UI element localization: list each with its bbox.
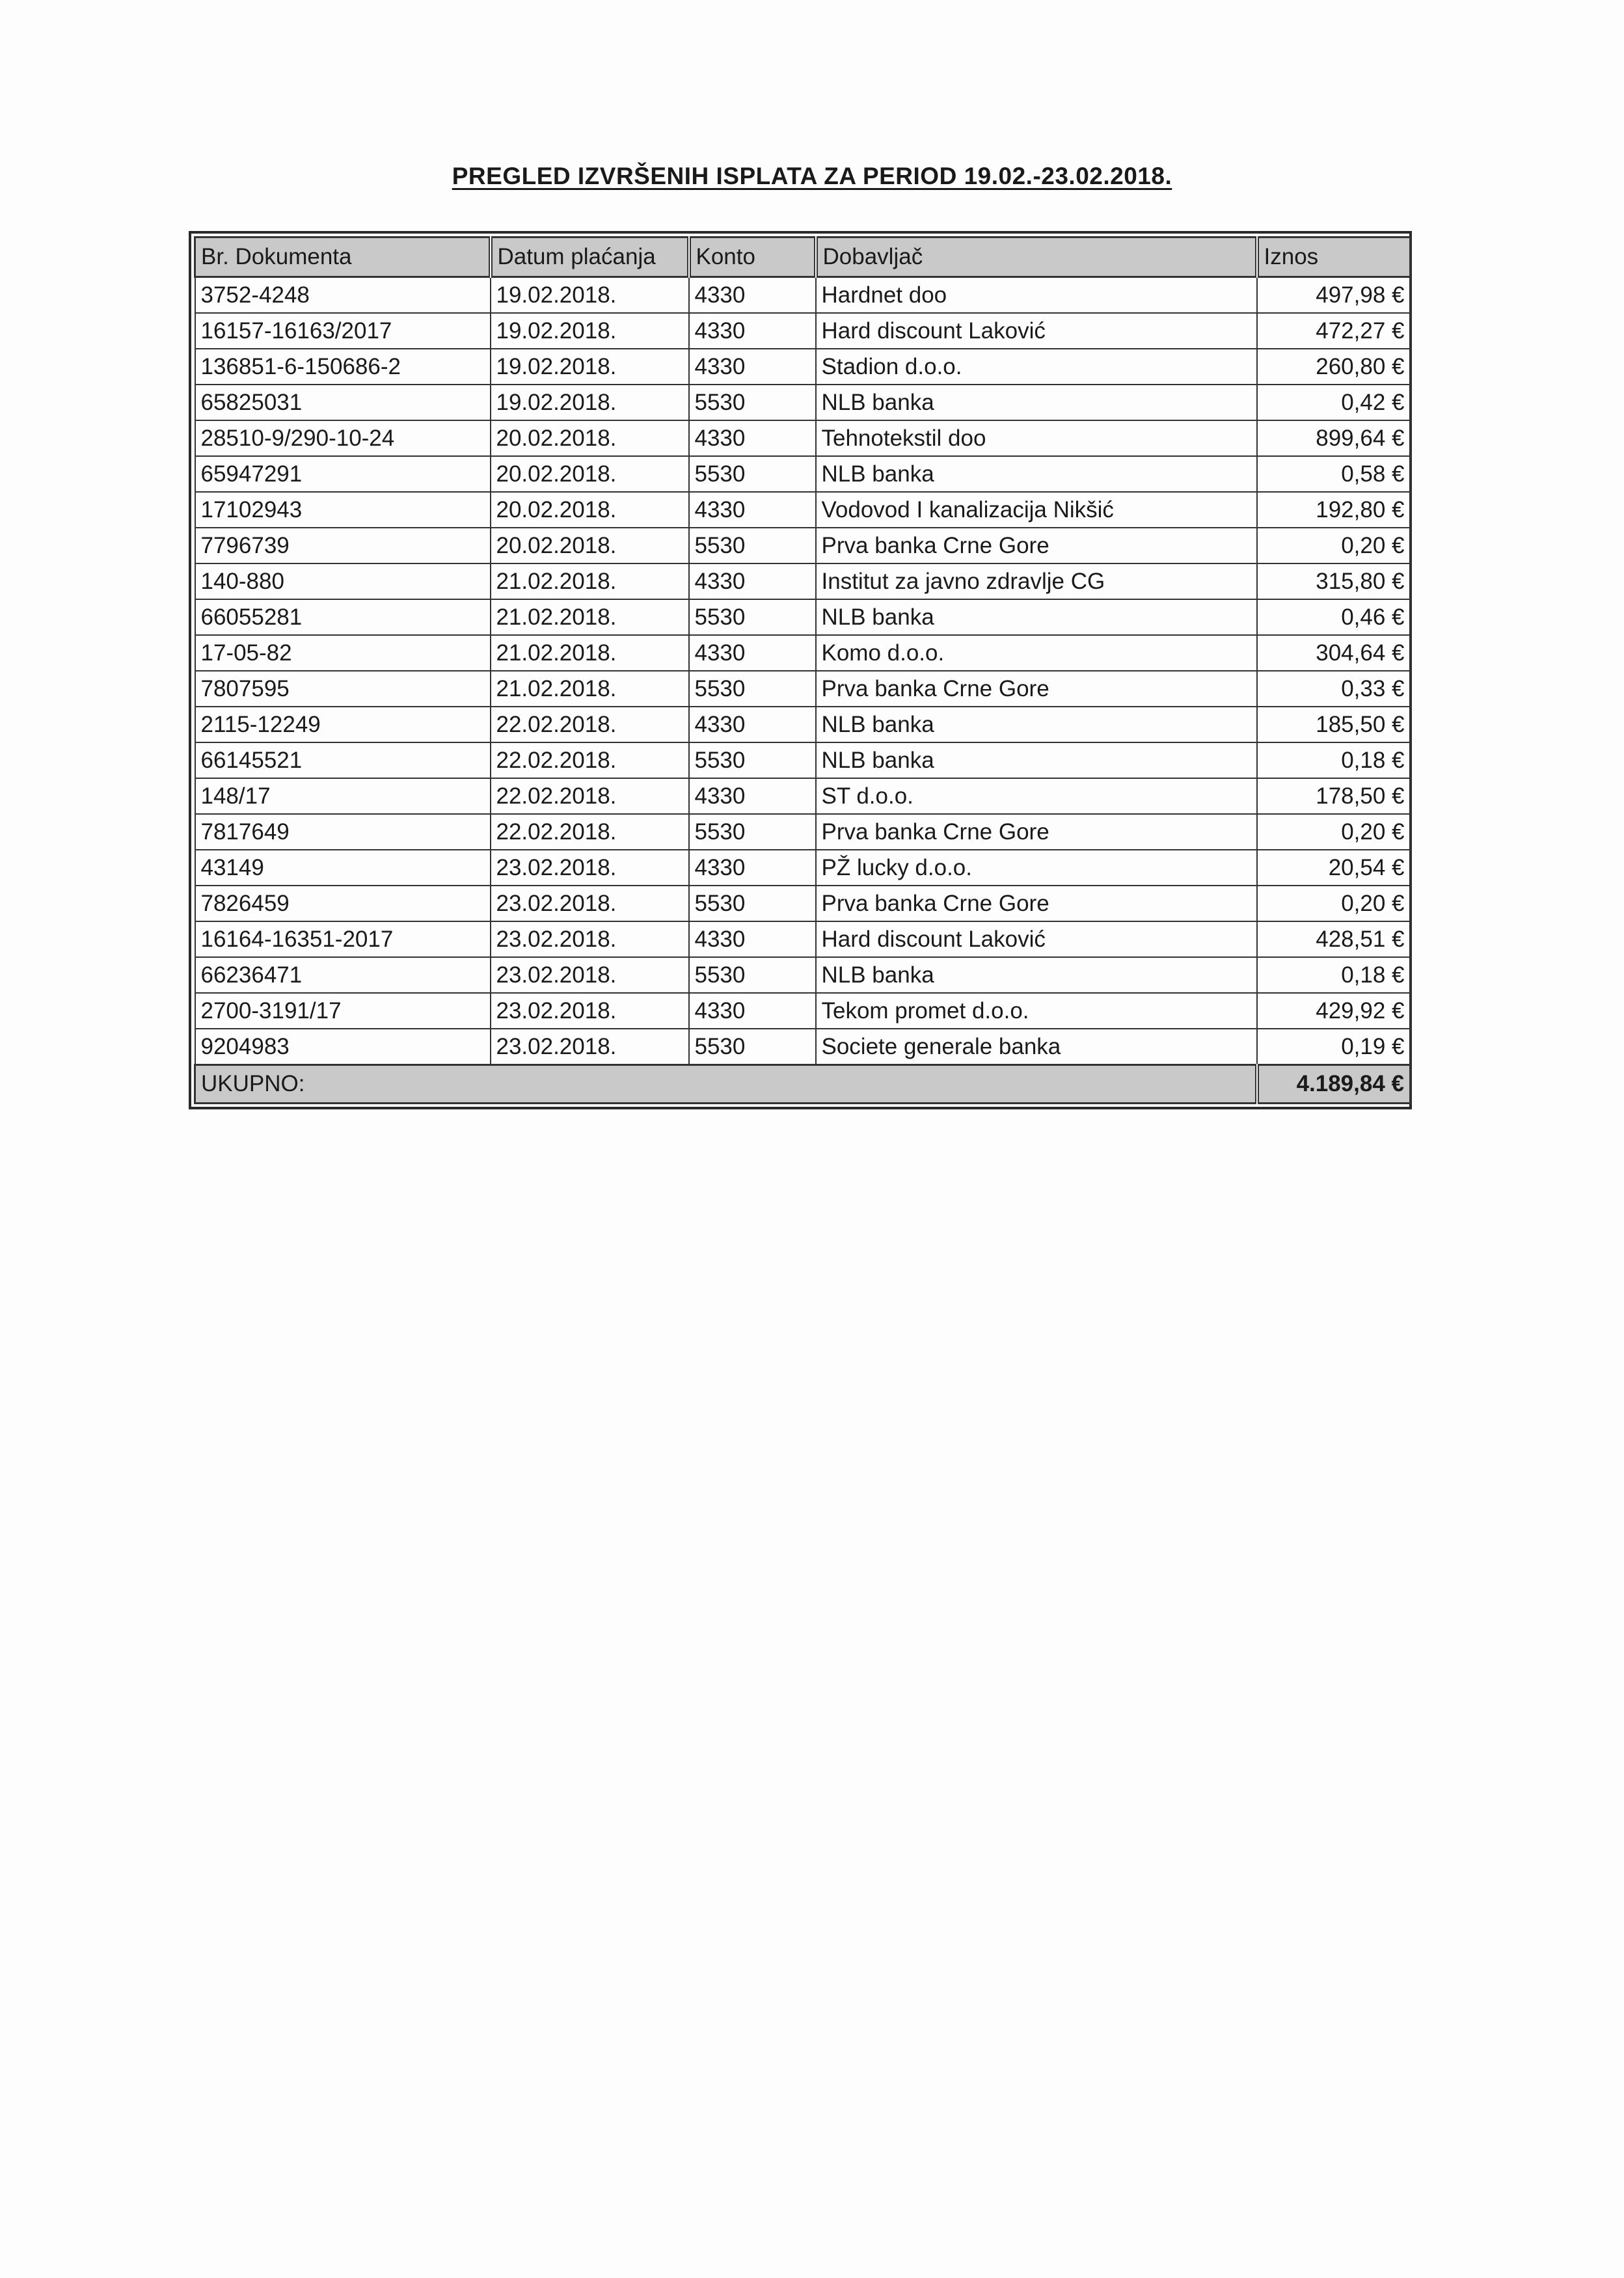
cell-account: 4330: [689, 707, 816, 742]
table-row: [195, 528, 1411, 563]
table-row: [195, 456, 1411, 492]
cell-amount: 0,20 €: [1257, 814, 1411, 850]
cell-supplier: NLB banka: [816, 456, 1257, 492]
cell-amount: 185,50 €: [1257, 707, 1411, 742]
cell-amount: 0,18 €: [1257, 957, 1411, 993]
cell-payment-date: 23.02.2018.: [491, 921, 689, 957]
cell-supplier: ST d.o.o.: [816, 778, 1257, 814]
cell-payment-date: 23.02.2018.: [491, 850, 689, 886]
cell-payment-date: 21.02.2018.: [491, 563, 689, 599]
cell-amount: 0,33 €: [1257, 671, 1411, 707]
cell-document-number: 66145521: [195, 742, 491, 778]
cell-amount: 428,51 €: [1257, 921, 1411, 957]
cell-supplier: NLB banka: [816, 599, 1257, 635]
cell-supplier: Hard discount Laković: [816, 921, 1257, 957]
cell-document-number: 140-880: [195, 563, 491, 599]
table-row: [195, 957, 1411, 993]
table-row: [195, 993, 1411, 1029]
cell-document-number: 2700-3191/17: [195, 993, 491, 1029]
header-document-number: Br. Dokumenta: [195, 237, 491, 277]
cell-document-number: 7817649: [195, 814, 491, 850]
cell-document-number: 9204983: [195, 1029, 491, 1065]
cell-payment-date: 23.02.2018.: [491, 957, 689, 993]
cell-amount: 0,20 €: [1257, 528, 1411, 563]
table-row: [195, 886, 1411, 921]
table-total-row: [195, 1065, 1411, 1104]
table-row: [195, 1029, 1411, 1065]
cell-amount: 0,19 €: [1257, 1029, 1411, 1065]
payments-table: [194, 236, 1411, 1104]
cell-document-number: 148/17: [195, 778, 491, 814]
document-title: PREGLED IZVRŠENIH ISPLATA ZA PERIOD 19.02.-23.02.2018.: [452, 163, 1172, 189]
cell-payment-date: 22.02.2018.: [491, 707, 689, 742]
table-body: [195, 277, 1411, 1065]
cell-amount: 0,42 €: [1257, 385, 1411, 420]
table-row: [195, 778, 1411, 814]
table-row: [195, 635, 1411, 671]
cell-document-number: 65947291: [195, 456, 491, 492]
cell-account: 4330: [689, 349, 816, 385]
header-account: Konto: [689, 237, 816, 277]
cell-payment-date: 22.02.2018.: [491, 814, 689, 850]
cell-document-number: 7826459: [195, 886, 491, 921]
table-row: [195, 385, 1411, 420]
cell-document-number: 66236471: [195, 957, 491, 993]
header-amount: Iznos: [1257, 237, 1411, 277]
table-row: [195, 563, 1411, 599]
cell-payment-date: 20.02.2018.: [491, 420, 689, 456]
cell-document-number: 3752-4248: [195, 277, 491, 314]
cell-document-number: 28510-9/290-10-24: [195, 420, 491, 456]
cell-amount: 0,58 €: [1257, 456, 1411, 492]
cell-supplier: Vodovod I kanalizacija Nikšić: [816, 492, 1257, 528]
cell-supplier: Hard discount Laković: [816, 313, 1257, 349]
cell-amount: 20,54 €: [1257, 850, 1411, 886]
cell-account: 4330: [689, 635, 816, 671]
cell-account: 5530: [689, 528, 816, 563]
cell-document-number: 2115-12249: [195, 707, 491, 742]
cell-account: 4330: [689, 492, 816, 528]
table-row: [195, 671, 1411, 707]
cell-supplier: NLB banka: [816, 957, 1257, 993]
cell-document-number: 43149: [195, 850, 491, 886]
cell-account: 5530: [689, 886, 816, 921]
cell-account: 4330: [689, 778, 816, 814]
cell-supplier: Hardnet doo: [816, 277, 1257, 314]
table-header-row: [195, 237, 1411, 277]
cell-payment-date: 19.02.2018.: [491, 349, 689, 385]
cell-payment-date: 19.02.2018.: [491, 385, 689, 420]
table-row: [195, 420, 1411, 456]
cell-payment-date: 22.02.2018.: [491, 778, 689, 814]
cell-supplier: Tehnotekstil doo: [816, 420, 1257, 456]
cell-amount: 260,80 €: [1257, 349, 1411, 385]
table-row: [195, 707, 1411, 742]
cell-amount: 0,18 €: [1257, 742, 1411, 778]
cell-account: 4330: [689, 563, 816, 599]
cell-document-number: 17102943: [195, 492, 491, 528]
cell-account: 4330: [689, 277, 816, 314]
cell-amount: 899,64 €: [1257, 420, 1411, 456]
cell-account: 5530: [689, 742, 816, 778]
cell-amount: 315,80 €: [1257, 563, 1411, 599]
cell-account: 4330: [689, 420, 816, 456]
cell-document-number: 66055281: [195, 599, 491, 635]
cell-payment-date: 23.02.2018.: [491, 993, 689, 1029]
cell-supplier: Komo d.o.o.: [816, 635, 1257, 671]
cell-document-number: 136851-6-150686-2: [195, 349, 491, 385]
cell-document-number: 17-05-82: [195, 635, 491, 671]
cell-payment-date: 22.02.2018.: [491, 742, 689, 778]
cell-amount: 0,20 €: [1257, 886, 1411, 921]
header-supplier: Dobavljač: [816, 237, 1257, 277]
cell-supplier: NLB banka: [816, 707, 1257, 742]
header-payment-date: Datum plaćanja: [491, 237, 689, 277]
cell-payment-date: 23.02.2018.: [491, 886, 689, 921]
cell-supplier: Institut za javno zdravlje CG: [816, 563, 1257, 599]
cell-account: 4330: [689, 850, 816, 886]
cell-amount: 497,98 €: [1257, 277, 1411, 314]
cell-payment-date: 21.02.2018.: [491, 671, 689, 707]
cell-document-number: 7796739: [195, 528, 491, 563]
table-row: [195, 492, 1411, 528]
table-row: [195, 921, 1411, 957]
cell-payment-date: 20.02.2018.: [491, 528, 689, 563]
cell-account: 5530: [689, 599, 816, 635]
cell-account: 5530: [689, 1029, 816, 1065]
cell-payment-date: 19.02.2018.: [491, 313, 689, 349]
cell-supplier: PŽ lucky d.o.o.: [816, 850, 1257, 886]
table-row: [195, 599, 1411, 635]
cell-account: 5530: [689, 385, 816, 420]
table-row: [195, 814, 1411, 850]
cell-supplier: NLB banka: [816, 385, 1257, 420]
cell-account: 4330: [689, 313, 816, 349]
cell-document-number: 65825031: [195, 385, 491, 420]
cell-payment-date: 20.02.2018.: [491, 456, 689, 492]
table-row: [195, 313, 1411, 349]
cell-document-number: 7807595: [195, 671, 491, 707]
cell-payment-date: 23.02.2018.: [491, 1029, 689, 1065]
table-row: [195, 850, 1411, 886]
cell-supplier: Stadion d.o.o.: [816, 349, 1257, 385]
table-row: [195, 742, 1411, 778]
cell-supplier: Prva banka Crne Gore: [816, 528, 1257, 563]
cell-document-number: 16157-16163/2017: [195, 313, 491, 349]
total-amount: 4.189,84 €: [1257, 1065, 1411, 1104]
total-label: UKUPNO:: [195, 1065, 1257, 1104]
cell-payment-date: 21.02.2018.: [491, 599, 689, 635]
cell-document-number: 16164-16351-2017: [195, 921, 491, 957]
cell-amount: 0,46 €: [1257, 599, 1411, 635]
cell-account: 4330: [689, 993, 816, 1029]
cell-account: 4330: [689, 921, 816, 957]
cell-amount: 192,80 €: [1257, 492, 1411, 528]
cell-payment-date: 20.02.2018.: [491, 492, 689, 528]
cell-amount: 304,64 €: [1257, 635, 1411, 671]
cell-amount: 472,27 €: [1257, 313, 1411, 349]
cell-supplier: Societe generale banka: [816, 1029, 1257, 1065]
cell-supplier: Prva banka Crne Gore: [816, 886, 1257, 921]
cell-payment-date: 21.02.2018.: [491, 635, 689, 671]
cell-account: 5530: [689, 957, 816, 993]
cell-account: 5530: [689, 671, 816, 707]
cell-supplier: Prva banka Crne Gore: [816, 814, 1257, 850]
cell-payment-date: 19.02.2018.: [491, 277, 689, 314]
cell-supplier: Tekom promet d.o.o.: [816, 993, 1257, 1029]
cell-account: 5530: [689, 814, 816, 850]
cell-supplier: NLB banka: [816, 742, 1257, 778]
cell-amount: 178,50 €: [1257, 778, 1411, 814]
table-row: [195, 349, 1411, 385]
cell-supplier: Prva banka Crne Gore: [816, 671, 1257, 707]
payments-table-frame: [189, 231, 1412, 1109]
cell-account: 5530: [689, 456, 816, 492]
cell-amount: 429,92 €: [1257, 993, 1411, 1029]
table-row: [195, 277, 1411, 314]
